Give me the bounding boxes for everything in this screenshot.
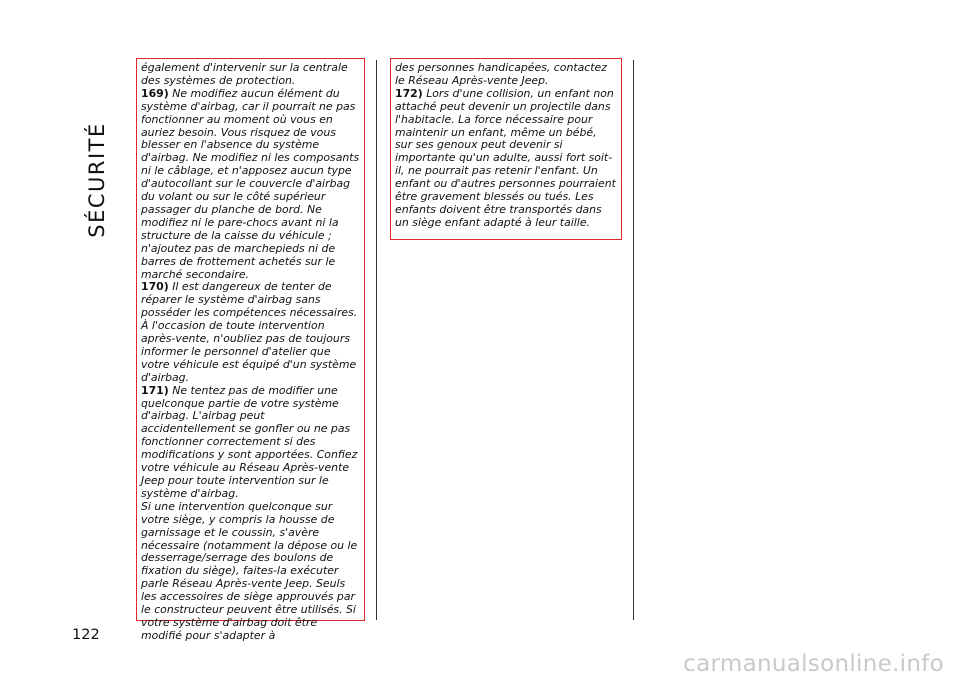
warning-note-170 — [141, 281, 360, 384]
watermark: carmanualsonline.info — [683, 651, 944, 677]
warning-intro: des personnes handicapées, contactez le Réseau Après-vente Jeep. — [395, 61, 607, 87]
column-divider-right — [633, 60, 634, 620]
note-text: Ne tentez pas de modifier une quelconque partie de votre système d'airbag. L'airbag peut accidentellement se gonfler ou ne pas fonctionner correctement si des modifications y sont apportées. Confiez votre véhicule au Réseau Après-vente Jeep pour toute intervention sur le système d'airbag. — [141, 383, 358, 500]
section-title — [77, 122, 117, 238]
note-text: Il est dangereux de tenter de réparer le système d'airbag sans posséder les compétences nécessaires. À l'occasion de toute intervention après-vente, n'oubliez pas de toujours informer le personnel d'atelier que votre véhicule est équipé d'un système d'airbag. — [141, 280, 358, 384]
note-number: 172) — [395, 86, 423, 100]
page-number: 122 — [72, 627, 100, 643]
note-number: 170) — [141, 280, 169, 294]
note-number: 171) — [141, 383, 169, 397]
warning-note-172 — [395, 88, 617, 230]
warning-note-171-continuation: Si une intervention quelconque sur votre siège, y compris la housse de garnissage et le coussin, s'avère nécessaire (notamment la dépose ou le desserrage/serrage des boulons de fixation du siège), faites-la exécuter parle Réseau Après-vente Jeep. Seuls les accessoires de siège approuvés par le constructeur peuvent être utilisés. Si votre système d'airbag doit être modifié pour s'adapter à — [141, 499, 358, 642]
warning-note-169 — [141, 88, 360, 282]
warning-intro: également d'intervenir sur la centrale des systèmes de protection. — [141, 61, 348, 87]
warning-box-left — [136, 58, 365, 642]
note-text: Lors d'une collision, un enfant non attaché peut devenir un projectile dans l'habitacle. La force nécessaire pour maintenir un enfant, même un bébé, sur ses genoux peut devenir si importante qu'un adulte, aussi fort soit-il, ne pourrait pas retenir l'enfant. Un enfant ou d'autres personnes pourraient être gravement blessés ou tués. Les enfants doivent être transportés dans un siège enfant adapté à leur taille. — [395, 86, 616, 229]
section-title-text: SÉCURITÉ — [85, 122, 109, 238]
warning-box-right — [390, 58, 622, 240]
note-text: Ne modifiez aucun élément du système d'airbag, car il pourrait ne pas fonctionner au moment où vous en auriez besoin. Vous risquez de vous blesser en l'absence du système d'airbag. Ne modifiez ni les composants ni le câblage, et n'apposez aucun type d'autocollant sur le couvercle d'airbag du volant ou sur le côté supérieur passager du planche de bord. Ne modifiez ni le pare-chocs avant ni la structure de la caisse du véhicule ; n'ajoutez pas de marchepieds ni de barres de frottement achetés sur le marché secondaire. — [141, 86, 360, 281]
note-number: 169) — [141, 86, 169, 100]
column-divider-left — [376, 60, 377, 620]
warning-note-171 — [141, 385, 360, 501]
